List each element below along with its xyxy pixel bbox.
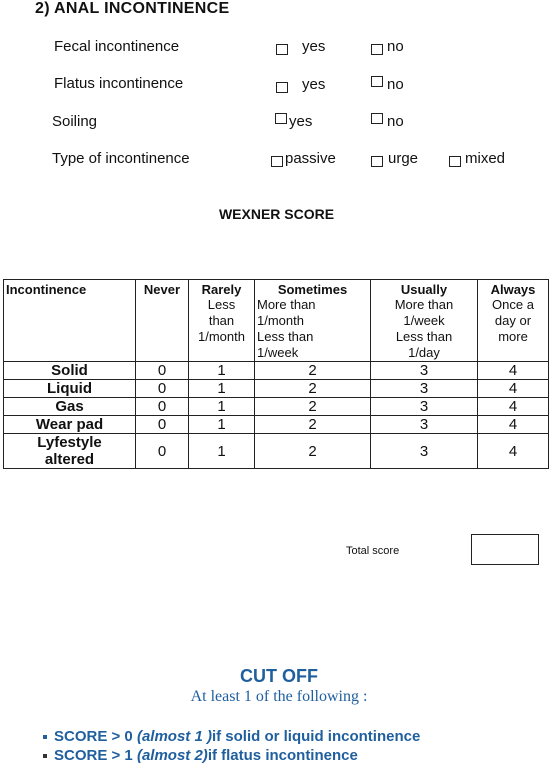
checkbox-icon[interactable]	[276, 44, 288, 55]
checkbox-icon[interactable]	[371, 156, 383, 167]
table-header-row	[4, 280, 549, 362]
type-urge-checkbox[interactable]: urge	[371, 150, 418, 167]
score-cell[interactable]: 4	[478, 398, 549, 416]
wexner-title: WEXNER SCORE	[218, 206, 335, 222]
bullet-icon	[43, 735, 47, 739]
score-cell[interactable]: 3	[371, 380, 478, 398]
score-cell[interactable]: 1	[189, 380, 255, 398]
wexner-table	[3, 279, 549, 469]
cutoff-rule: SCORE > 0 (almost 1 ) if solid or liquid incontinence	[43, 728, 420, 745]
table-row	[4, 434, 549, 469]
bullet-icon	[43, 754, 47, 758]
question-label-soiling: Soiling	[52, 113, 98, 130]
table-row	[4, 416, 549, 434]
score-cell[interactable]: 4	[478, 434, 549, 469]
score-cell[interactable]: 1	[189, 362, 255, 380]
soiling-no-checkbox[interactable]: no	[371, 113, 404, 130]
score-cell[interactable]: 1	[189, 398, 255, 416]
type-passive-checkbox[interactable]: passive	[271, 150, 336, 167]
question-label-flatus: Flatus incontinence	[54, 75, 184, 92]
table-row	[4, 380, 549, 398]
row-label-solid: Solid	[4, 362, 136, 380]
row-label-lifestyle: Lyfestyle altered	[4, 434, 136, 469]
header-never: Never	[136, 280, 189, 362]
score-cell[interactable]: 3	[371, 434, 478, 469]
flatus-yes-checkbox[interactable]: yes	[276, 76, 325, 93]
header-usually: Usually More than 1/week Less than 1/day	[371, 280, 478, 362]
checkbox-icon[interactable]	[371, 76, 383, 87]
section-heading: 2) ANAL INCONTINENCE	[35, 0, 230, 17]
checkbox-icon[interactable]	[275, 113, 287, 124]
header-rarely: Rarely Less than 1/month	[189, 280, 255, 362]
score-cell[interactable]: 3	[371, 362, 478, 380]
score-cell[interactable]: 0	[136, 362, 189, 380]
score-cell[interactable]: 2	[255, 362, 371, 380]
fecal-no-checkbox[interactable]: no	[371, 38, 404, 55]
score-cell[interactable]: 0	[136, 380, 189, 398]
header-sometimes: Sometimes More than 1/month Less than 1/week	[255, 280, 371, 362]
row-label-gas: Gas	[4, 398, 136, 416]
cutoff-rule: SCORE > 1 (almost 2) if flatus incontinence	[43, 747, 358, 764]
cutoff-subtitle: At least 1 of the following :	[190, 688, 368, 705]
soiling-yes-checkbox[interactable]: yes	[275, 113, 312, 130]
question-label-fecal: Fecal incontinence	[54, 38, 180, 55]
score-cell[interactable]: 0	[136, 416, 189, 434]
score-cell[interactable]: 2	[255, 380, 371, 398]
checkbox-icon[interactable]	[271, 156, 283, 167]
row-label-wear-pad: Wear pad	[4, 416, 136, 434]
score-cell[interactable]: 0	[136, 398, 189, 416]
table-row	[4, 362, 549, 380]
total-score-label: Total score	[346, 545, 400, 557]
header-incontinence: Incontinence	[4, 280, 136, 362]
score-cell[interactable]: 0	[136, 434, 189, 469]
table-row	[4, 398, 549, 416]
flatus-no-checkbox[interactable]: no	[371, 76, 404, 93]
score-cell[interactable]: 1	[189, 416, 255, 434]
header-always: Always Once a day or more	[478, 280, 549, 362]
score-cell[interactable]: 1	[189, 434, 255, 469]
cutoff-title: CUT OFF	[240, 666, 318, 686]
score-cell[interactable]: 3	[371, 416, 478, 434]
score-cell[interactable]: 2	[255, 398, 371, 416]
score-cell[interactable]: 2	[255, 416, 371, 434]
checkbox-icon[interactable]	[449, 156, 461, 167]
checkbox-icon[interactable]	[276, 82, 288, 93]
score-cell[interactable]: 2	[255, 434, 371, 469]
score-cell[interactable]: 4	[478, 362, 549, 380]
type-mixed-checkbox[interactable]: mixed	[449, 150, 505, 167]
score-cell[interactable]: 4	[478, 380, 549, 398]
score-cell[interactable]: 4	[478, 416, 549, 434]
row-label-liquid: Liquid	[4, 380, 136, 398]
score-cell[interactable]: 3	[371, 398, 478, 416]
checkbox-icon[interactable]	[371, 44, 383, 55]
fecal-yes-checkbox[interactable]: yes	[276, 38, 325, 55]
checkbox-icon[interactable]	[371, 113, 383, 124]
question-label-type: Type of incontinence	[52, 150, 190, 167]
total-score-field[interactable]	[471, 534, 539, 565]
